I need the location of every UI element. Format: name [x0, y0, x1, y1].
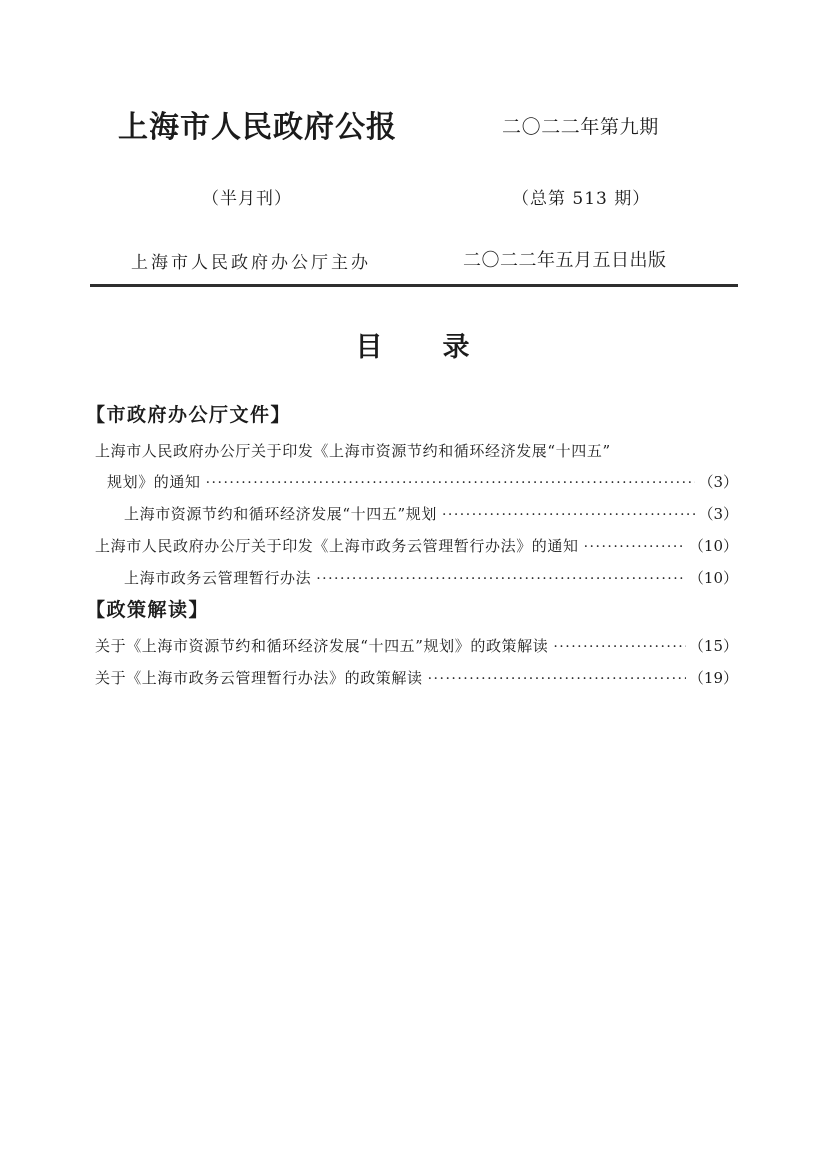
section-header: 【市政府办公厅文件】: [86, 404, 292, 426]
entry-page-number: （3）: [698, 473, 738, 491]
masthead-divider: [90, 284, 738, 287]
entry-title: 上海市人民政府办公厅关于印发《上海市资源节约和循环经济发展“十四五”: [95, 442, 611, 460]
toc-entry: [95, 499, 738, 531]
dot-leader: [206, 467, 696, 499]
entry-page-number: （15）: [688, 637, 738, 655]
toc-entry: [95, 467, 738, 499]
entry-title: 上海市资源节约和循环经济发展“十四五”规划: [124, 505, 437, 523]
entry-title: 上海市政务云管理暂行办法: [124, 569, 312, 587]
entry-title: 上海市人民政府办公厅关于印发《上海市政务云管理暂行办法》的通知: [95, 537, 579, 555]
toc-title: 目 录: [355, 332, 472, 363]
entry-page-number: （10）: [688, 537, 738, 555]
toc-entry: [95, 663, 738, 695]
toc-section: [86, 595, 738, 695]
table-of-contents: [86, 400, 738, 695]
section-header: 【政策解读】: [86, 599, 210, 621]
entry-page-number: （10）: [688, 569, 738, 587]
dot-leader: [584, 531, 686, 563]
toc-entry: [95, 531, 738, 563]
dot-leader: [428, 663, 686, 695]
toc-entry: [95, 631, 738, 663]
entry-page-number: （3）: [698, 505, 738, 523]
entry-title: 规划》的通知: [107, 473, 201, 491]
organizer-label: 上海市人民政府办公厅主办: [131, 253, 371, 273]
entry-title: 关于《上海市资源节约和循环经济发展“十四五”规划》的政策解读: [95, 637, 549, 655]
cumulative-issue-label: （总第 513 期）: [512, 189, 651, 209]
toc-entry: [95, 563, 738, 595]
periodicity-label: （半月刊）: [202, 189, 292, 209]
dot-leader: [442, 499, 696, 531]
gazette-title: 上海市人民政府公报: [118, 110, 397, 145]
dot-leader: [553, 631, 686, 663]
dot-leader: [316, 563, 686, 595]
publish-date-label: 二〇二二年五月五日出版: [463, 250, 667, 271]
toc-entry: [95, 436, 738, 467]
toc-section: [86, 400, 738, 595]
entry-page-number: （19）: [688, 669, 738, 687]
entry-title: 关于《上海市政务云管理暂行办法》的政策解读: [95, 669, 423, 687]
issue-number: 二〇二二年第九期: [502, 116, 659, 138]
